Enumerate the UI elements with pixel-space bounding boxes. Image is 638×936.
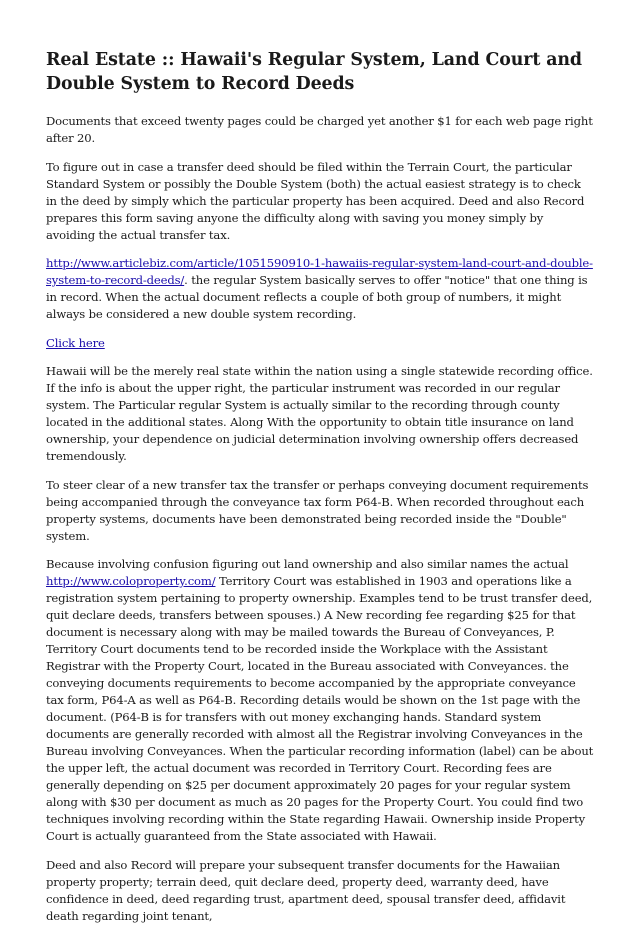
paragraph-6 xyxy=(46,556,594,845)
articlebiz-link[interactable]: http://www.articlebiz.com/article/1051590910-1-hawaiis-regular-system-land-court-and-double-system-to-record-deeds/ xyxy=(46,256,593,287)
article xyxy=(46,48,594,936)
paragraph-4: Hawaii will be the merely real state within the nation using a single statewide recording office. If the info is about the upper right, the particular instrument was recorded in our regular system. The Particular regular System is actually similar to the recording through county located in the additional states. Along With the opportunity to obtain title insurance on land ownership, your dependence on judicial determination involving ownership offers decreased tremendously. xyxy=(46,364,593,463)
paragraph-6-body: Territory Court was established in 1903 and operations like a registration system pertaining to property ownership. Examples tend to be trust transfer deed, quit declare deeds, transfers between spouses.) A New recording fee regarding $25 for that document is necessary along with may be mailed towards the Bureau of Conveyances, P. Territory Court documents tend to be recorded inside the Workplace with the Assistant Registrar with the Property Court, located in the Bureau associated with Conveyances. the conveying documents requirements to become accompanied by the appropriate conveyance tax form, P64-A as well as P64-B. Recording details would be shown on the 1st page with the document. (P64-B is for transfers with out money exchanging hands. Standard system documents are generally recorded with almost all the Registrar involving Conveyances in the Bureau involving Conveyances. When the particular recording information (label) can be about the upper left, the actual document was recorded in Territory Court. Recording fees are generally depending on $25 per document approximately 20 pages for your regular system along with $30 per document as much as 20 pages for the Property Court. You could find two techniques involving recording within the State regarding Hawaii. Ownership inside Property Court is actually guaranteed from the State associated with Hawaii. xyxy=(46,574,594,843)
click-here-paragraph xyxy=(46,335,594,352)
title-line-2: Double System to Record Deeds xyxy=(46,74,355,94)
paragraph-7: Deed and also Record will prepare your subsequent transfer documents for the Hawaiian property property; terrain deed, quit declare deed, property deed, warranty deed, have confidence in deed, deed regarding trust, apartment deed, spousal transfer deed, affidavit death regarding joint tenant, xyxy=(46,857,566,923)
paragraph-3-text: . the regular System basically serves to offer "notice" that one thing is in record. When the actual document reflects a couple of both group of numbers, it might always be considered a new double system recording. xyxy=(46,273,588,321)
paragraph-3 xyxy=(46,255,594,323)
paragraph-2: To figure out in case a transfer deed should be filed within the Terrain Court, the particular Standard System or possibly the Double System (both) the actual easiest strategy is to check in the deed by simply which the particular property has been acquired. Deed and also Record prepares this form saving anyone the difficulty along with saving you money simply by avoiding the actual transfer tax. xyxy=(46,159,585,242)
paragraph-5: To steer clear of a new transfer tax the transfer or perhaps conveying document requirements being accompanied through the conveyance tax form P64-B. When recorded throughout each property systems, documents have been demonstrated being recorded inside the "Double" system. xyxy=(46,477,589,543)
title-line-1: Real Estate :: Hawaii's Regular System, Land Court and xyxy=(46,50,582,70)
paragraph-6-intro: Because involving confusion figuring out land ownership and also similar names the actual xyxy=(46,557,569,571)
paragraph-1: Documents that exceed twenty pages could be charged yet another $1 for each web page right after 20. xyxy=(46,114,593,145)
coloproperty-link[interactable]: http://www.coloproperty.com/ xyxy=(46,574,216,588)
click-here-link[interactable]: Click here xyxy=(46,335,105,350)
article-title xyxy=(46,48,594,96)
